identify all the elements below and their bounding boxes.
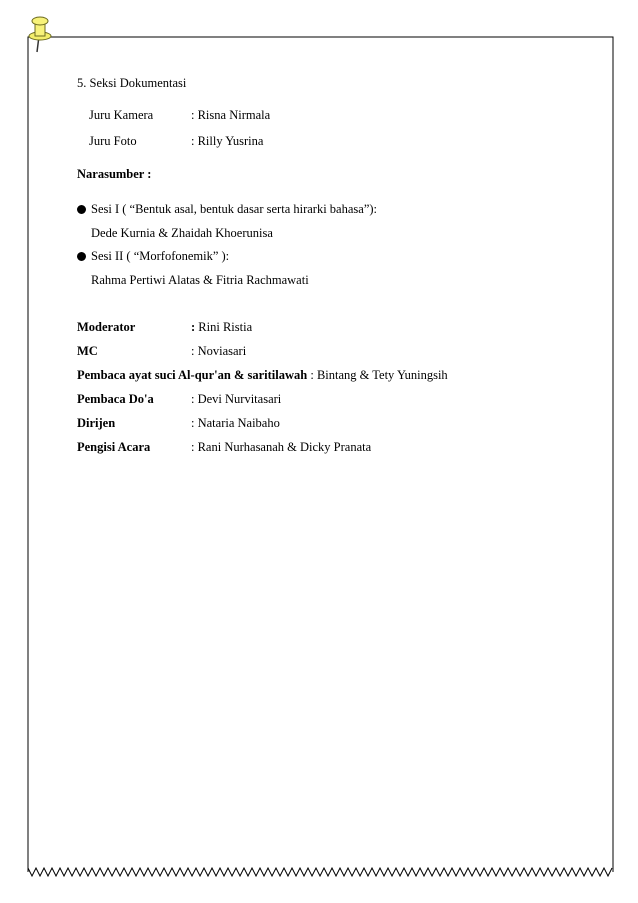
pushpin-icon bbox=[26, 14, 54, 54]
pengisi-acara-value: : Rani Nurhasanah & Dicky Pranata bbox=[191, 440, 372, 454]
mc-label: MC bbox=[77, 344, 98, 358]
pembaca-ayat-label: Pembaca ayat suci Al-qur'an & saritilawah bbox=[77, 368, 308, 382]
juru-foto-value: : Rilly Yusrina bbox=[191, 134, 264, 148]
moderator-label: Moderator bbox=[77, 320, 136, 334]
section-title: 5. Seksi Dokumentasi bbox=[77, 76, 187, 90]
juru-kamera-value: : Risna Nirmala bbox=[191, 108, 271, 122]
dirijen-value: : Nataria Naibaho bbox=[191, 416, 280, 430]
moderator-name: Rini Ristia bbox=[195, 320, 253, 334]
mc-value: : Noviasari bbox=[191, 344, 247, 358]
pengisi-acara-label: Pengisi Acara bbox=[77, 440, 151, 454]
juru-kamera-label: Juru Kamera bbox=[89, 108, 154, 122]
pembaca-ayat-value: : Bintang & Tety Yuningsih bbox=[307, 368, 448, 382]
dirijen-label: Dirijen bbox=[77, 416, 116, 430]
bullet-icon bbox=[77, 205, 86, 214]
bullet-icon bbox=[77, 252, 86, 261]
pembaca-doa-value: : Devi Nurvitasari bbox=[191, 392, 282, 406]
session-2-title: Sesi II ( “Morfofonemik” ): bbox=[91, 249, 230, 263]
moderator-value bbox=[191, 318, 252, 336]
juru-foto-label: Juru Foto bbox=[89, 134, 137, 148]
pembaca-ayat-line bbox=[77, 366, 448, 384]
narasumber-heading: Narasumber : bbox=[77, 167, 152, 181]
pembaca-doa-label: Pembaca Do'a bbox=[77, 392, 154, 406]
session-1-speakers: Dede Kurnia & Zhaidah Khoerunisa bbox=[91, 226, 273, 240]
zigzag-bottom-edge bbox=[28, 868, 612, 876]
session-2-speakers: Rahma Pertiwi Alatas & Fitria Rachmawati bbox=[91, 273, 309, 287]
session-1-title: Sesi I ( “Bentuk asal, bentuk dasar serta hirarki bahasa”): bbox=[91, 202, 378, 216]
moderator-colon: : bbox=[191, 320, 196, 334]
